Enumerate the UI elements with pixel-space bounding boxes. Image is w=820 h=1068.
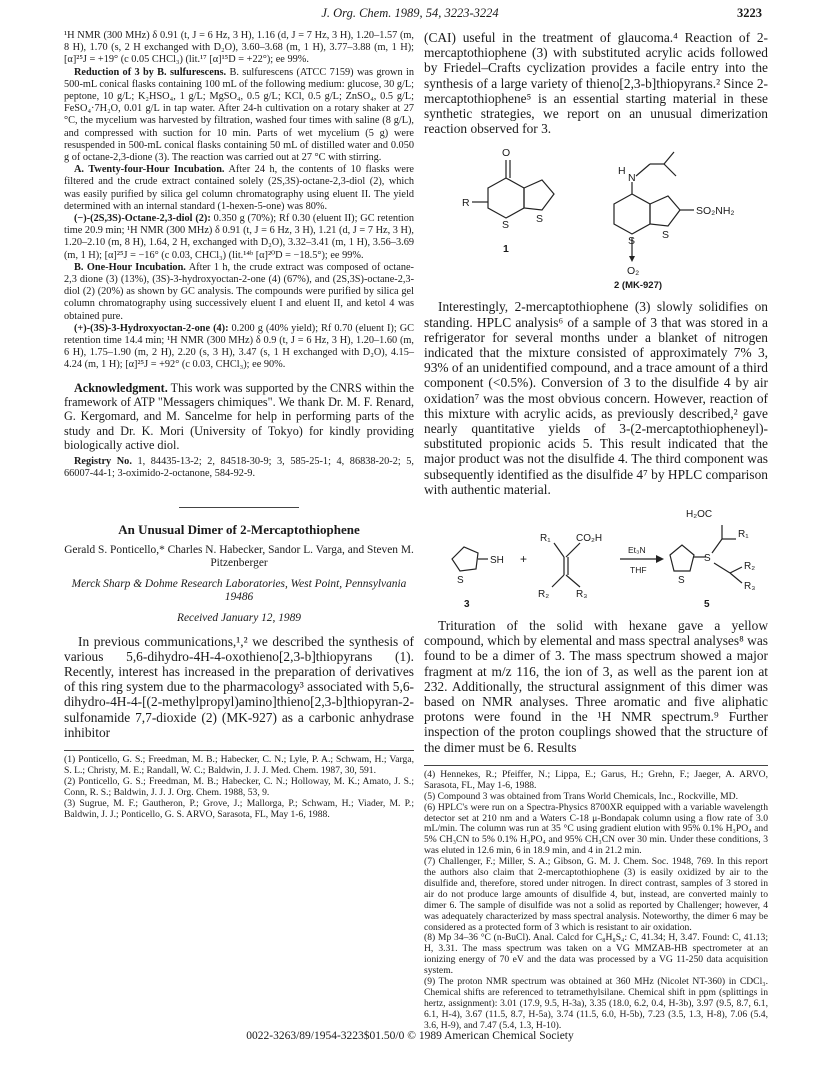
- footnote-6: (6) HPLC's were run on a Spectra-Physics 8700XR equipped with a variable wavelength detector set at 210 nm and a Waters C-18 μ-Bondapak column using a flow rate of 3.0 mL/min. The column was run at 35 °C using gradient elution with 95% 0.1% H₃PO₄ and 5% CH₃CN to 5% 0.1% H₃PO₄ and 95% CH₃CN over 30 min. Under these conditions, 3 was eluted in 12.6 min, 6 in 18.9 min, and 4 in 21.2 min.: [424, 801, 768, 857]
- label-o: O: [502, 147, 511, 160]
- article-title: An Unusual Dimer of 2-Mercaptothiophene: [118, 521, 360, 537]
- footnote-2: (2) Ponticello, G. S.; Freedman, M. B.; Habecker, C. N.; Holloway, M. K.; Amato, J. S.; Conn, R. S.; Baldwin, J. J. J. Org. Chem. 1988, 53, 9.: [64, 775, 414, 798]
- label-s-c: S: [704, 553, 711, 565]
- label-r3b: R₃: [744, 581, 756, 593]
- acknowledgment-text: This work was supported by the CNRS within the framework of ATP "Messagers chimiques". We thank Dr. M. F. Renard, G. Kergomard, and M. Sancelme for help in performing parts of the study and Dr. K. Mori (University of Tokyo) for kindly providing biologically active diol.: [64, 380, 414, 452]
- footnote-8: (8) Mp 34–36 °C (n-BuCl). Anal. Calcd for C₈H₈S₄: C, 41.34; H, 3.47. Found: C, 41.13; H, 3.31. The mass spectrum was taken on a VG MMZAB-HB spectrometer at an ionizing energy of 70 eV and the data was processed by a VG 11-250 data acquisition system.: [424, 932, 768, 977]
- article-affiliation: Merck Sharp & Dohme Research Laboratories, West Point, Pennsylvania 19486: [71, 577, 407, 603]
- label-r1: R₁: [540, 533, 551, 545]
- label-s1: S: [502, 219, 510, 232]
- label-r: R: [462, 197, 470, 210]
- ketol-paragraph: [64, 323, 414, 372]
- running-header: [0, 6, 820, 26]
- diol-text: 0.350 g (70%); Rf 0.30 (eluent II); GC retention time 20.9 min; ¹H NMR (300 MHz) δ 0.91 (t, J = 6 Hz, 3 H), 1.21 (d, J = 7 Hz, 3 H), 1.20–2.10 (m, 8 H), 1.64, 2 H, exchanged with D₂O), 3.32–3.41 (m, 1 H), 3.56–3.69 (m, 1 H); [α]²⁵J = −16° (c 0.03, CHCl₃) (lit.¹⁴ᵇ [α]²⁰D = −18.5°); ee 99%.: [64, 213, 414, 261]
- ketol-heading: (+)-(3S)-3-Hydroxyoctan-2-one (4):: [74, 322, 229, 334]
- article-authors: Gerald S. Ponticello,* Charles N. Habecker, Sandor L. Varga, and Steven M. Pitzenberger: [64, 543, 414, 569]
- page-footer: 0022-3263/89/1954-3223$01.50/0 © 1989 American Chemical Society: [246, 1030, 574, 1042]
- compound-1-label: 1: [503, 243, 509, 256]
- footnote-9: (9) The proton NMR spectrum was obtained at 360 MHz (Nicolet NT-360) in CDCl₃. Chemical shifts are referenced to tetramethylsilane. Chemical shift in ppm (splittings in hertz, assignment): 3.01 (17.9, 9.5, H-3a), 3.35 (18.0, 6.2, 0.4, H-3b), 3.97 (9.5, 8.7, 6.1, 6.1, H-4), 3.67 (11.5, 8.7, H-5a), 3.74 (11.5, 6.0, H-5b), 7.23 (3.5, 1.3, H-8), 7.06 (5.4, 3.6, H-9), and 7.47 (5.4, 1.3, H-10).: [424, 976, 768, 1031]
- incubation-1h-heading: B. One-Hour Incubation.: [74, 261, 186, 273]
- label-o2: O₂: [627, 265, 640, 278]
- compound-3-label: 3: [464, 599, 470, 611]
- label-r2: R₂: [538, 589, 550, 601]
- label-r1b: R₁: [738, 529, 749, 541]
- structure-2-thiophene-ring: [650, 196, 680, 226]
- incubation-24h-heading: A. Twenty-four-Hour Incubation.: [74, 164, 225, 176]
- diol-heading: (−)-(2S,3S)-Octane-2,3-diol (2):: [74, 213, 211, 225]
- incubation-24h-paragraph: [64, 164, 414, 213]
- label-r3: R₃: [576, 589, 588, 601]
- label-r2b: R₂: [744, 561, 756, 573]
- structures-1-2-svg: [424, 136, 768, 294]
- cai-paragraph: (CAI) useful in the treatment of glaucoma.⁴ Reaction of 2-mercaptothiophene (3) with substituted acrylic acids followed by Friedel–Crafts cyclization provides a facile entry into the synthesis of a large variety of thieno[2,3-b]thiopyrans.² Since 2-mercaptothiophene⁵ is an essential starting material in these synthetic strategies, we report on an unusual dimerization reaction observed for 3.: [424, 30, 768, 137]
- label-h: H: [618, 165, 626, 178]
- reaction-scheme-svg: [424, 497, 768, 613]
- received-date: Received January 12, 1989: [177, 611, 301, 624]
- footnote-rule: [64, 750, 414, 751]
- acknowledgment-heading: Acknowledgment.: [74, 380, 168, 395]
- label-et3n: Et₃N: [628, 545, 646, 556]
- sulfone-arrowhead: [629, 256, 635, 262]
- label-s-b: S: [678, 575, 685, 587]
- incubation-24h-text: After 24 h, the contents of 10 flasks were filtered and the crude extract contained solely (2S,3S)-octane-2,3-diol (2), which was easily purified by silica gel column chromatography using eluent II. The yield determined with an internal standard (1-hexen-5-one) was 80%.: [64, 164, 414, 212]
- compound-5-label: 5: [704, 599, 710, 611]
- label-n: N: [628, 172, 636, 185]
- page-number: 3223: [737, 6, 762, 20]
- structure-2-thiopyran-ring: [614, 194, 650, 234]
- reduction-text: B. sulfurescens (ATCC 7159) was grown in 500-mL conical flasks containing 100 mL of the following medium: glucose, 30 g/L; peptone, 10 g/L; K₂HSO₄, 1 g/L; MgSO₄, 0.5 g/L; KCl, 0.5 g/L; ZnSO₄, 0.5 g/L; FeSO₄·7H₂O, 0.01 g/L in tap water. After 24-h cultivation on a rotary shaker at 27 °C, the mycelium was harvested by filtration, washed four times with saline (8 g/L), and compressed with suction for 10 min. Parts of wet mycelium (5 g) were resuspended in 500-mL conical flasks containing 50 mL of distilled water and 0.050 g of octane-2,3-dione (3). The reaction was carried out at 27 °C with stirring.: [64, 66, 414, 164]
- registry-heading: Registry No.: [74, 456, 132, 468]
- footnote-4: (4) Hennekes, R.; Pfeiffer, N.; Lippa, E.; Garus, H.; Grehn, F.; Jaeger, A. ARVO, Sarasota, FL, May 1-6, 1988.: [424, 768, 768, 791]
- label-thf: THF: [630, 565, 647, 576]
- nmr-paragraph: ¹H NMR (300 MHz) δ 0.91 (t, J = 6 Hz, 3 H), 1.16 (d, J = 7 Hz, 3 H), 1.20–1.57 (m, 8 H), 1.70 (s, 2 H exchanged with D₂O), 3.60–3.68 (m, 1 H), 3.77–3.88 (m, 1 H); [α]²⁵J = +19° (c 0.05 CHCl₃) (lit.¹⁷ [α]¹⁵D = +22°); ee 99%.: [64, 30, 414, 66]
- label-sh: SH: [490, 555, 504, 567]
- left-column: [64, 30, 414, 820]
- ketol-text: 0.200 g (40% yield); Rf 0.70 (eluent I); GC retention time 14.4 min; ¹H NMR (300 MHz) δ 0.9 (t, J = 6 Hz, 3 H), 1.20–1.60 (m, 6 H), 1.75–1.90 (m, 2 H), 2.20 (s, 3 H), 3.47 (s, 1 H exchanged with D₂O), 4.15–4.24 (m, 1 H); [α]²⁵J = +92° (c 0.03, CHCl₃); ee 90%.: [64, 322, 415, 371]
- hplc-paragraph: Interestingly, 2-mercaptothiophene (3) slowly solidifies on standing. HPLC analysis⁶ of a sample of 3 that was stored in a refrigerator for several months under a blanket of nitrogen indicated that the mixture consisted of approximately 7% 3, 93% of an unidentified compound, and a trace amount of a third component (<0.5%). Conversion of 3 to the disulfide 4 by air oxidation⁷ was the most obvious concern. However, reaction of this mixture with acrylic acids, as previously described,² gave nearly quantitative yields of 3-(2-mercaptothiopheneyl)-substituted propionic acids 5. This result indicated that the major product was not the disulfide 4. The third component was subsequently identified as the disulfide 4⁷ by HPLC comparison with authentic material.: [424, 299, 768, 497]
- reduction-heading: Reduction of 3 by B. sulfurescens.: [74, 66, 227, 78]
- structures-figure-1-2: [424, 136, 768, 299]
- thiophene-3-ring: [452, 547, 478, 571]
- incubation-1h-paragraph: [64, 262, 414, 323]
- label-h2oc: H₂OC: [686, 509, 713, 521]
- label-s-a: S: [457, 575, 464, 587]
- journal-citation: J. Org. Chem. 1989, 54, 3223-3224: [321, 6, 499, 20]
- label-s3: S: [628, 235, 636, 248]
- footnote-3: (3) Sugrue, M. F.; Gautheron, P.; Grove, J.; Mallorga, P.; Schwam, H.; Viader, M. P.; Baldwin, J. J.; Ponticello, G. S. ARVO, Sarasota, FL, May 1-6, 1988.: [64, 797, 414, 820]
- article-divider: [179, 507, 299, 508]
- structure-1-thiophene-ring: [524, 180, 554, 210]
- incubation-1h-text: After 1 h, the crude extract was composed of octane-2,3 dione (3) (13%), (3S)-3-hydroxyoctan-2-one (4) (67%), and (2S,3S)-octane-2,3-diol (2) (20%) as shown by GC analysis. The compounds were purified by silica gel column chromatography using successively eluent I and eluent II, and ketol 4 was obtained pure.: [64, 261, 414, 322]
- registry-paragraph: [64, 456, 414, 480]
- footnote-5: (5) Compound 3 was obtained from Trans World Chemicals, Inc., Rockville, MD.: [424, 790, 739, 802]
- reaction-scheme: [424, 497, 768, 618]
- label-so2nh2: SO₂NH₂: [696, 205, 735, 218]
- reaction-arrowhead: [656, 555, 664, 563]
- acknowledgment-paragraph: [64, 381, 414, 452]
- diol-paragraph: [64, 213, 414, 262]
- thiophene-5-ring: [670, 545, 694, 571]
- label-co2h: CO₂H: [576, 533, 603, 545]
- registry-text: 1, 84435-13-2; 2, 84518-30-9; 3, 585-25-1; 4, 86838-20-2; 5, 66007-44-1; 3-oximido-2-octanone, 584-92-9.: [64, 456, 415, 480]
- footnote-7: (7) Challenger, F.; Miller, S. A.; Gibson, G. M. J. Chem. Soc. 1948, 769. In this report the authors also claim that 2-mercaptothiophene (3) is easily oxidized by air to the disulfide and, therefore, stored under nitrogen. In direct contrast, samples of 3 stored in air do not produce large amounts of disulfide 4, but, instead, are converted mainly to dimer 6. The sample of disulfide was not a solid as reported by Challenger; however, 4 was adequately characterized by mass spectral analysis. Noteworthy, the dimer 6 may be considered as a protected form of 3 which is resistant to air oxidation.: [424, 856, 768, 933]
- compound-2-label: 2 (MK-927): [614, 280, 663, 292]
- right-column: [424, 30, 768, 1032]
- label-s4: S: [662, 229, 670, 242]
- acrylic-bond: [554, 543, 564, 557]
- reduction-paragraph: [64, 67, 414, 165]
- trituration-paragraph: Trituration of the solid with hexane gave a yellow compound, which by elemental and mass spectral analyses⁸ was found to be a dimer of 3. The mass spectrum showed a major fragment at m/z 116, the ion of 3, as well as the parent ion at 232. Additionally, the structural assignment of this dimer was based on NMR analyses. Three aromatic and five aliphatic protons were found in the ¹H NMR spectrum.⁹ Further inspection of the proton couplings showed that the structure of the dimer must be 6. Results: [424, 618, 768, 755]
- footnote-1: (1) Ponticello, G. S.; Freedman, M. B.; Habecker, C. N.; Lyle, P. A.; Schwam, H.; Varga, S. L.; Christy, M. E.; Randall, W. C.; Baldwin, J. J. J. Med. Chem. 1987, 30, 591.: [64, 754, 414, 776]
- label-s2: S: [536, 213, 544, 226]
- structure-1-pyranone-ring: [488, 178, 524, 218]
- footnote-rule-right: [424, 765, 768, 766]
- label-plus: +: [520, 552, 528, 567]
- intro-paragraph: In previous communications,¹,² we described the synthesis of various 5,6-dihydro-4H-4-oxothieno[2,3-b]thiopyrans (1). Recently, interest has increased in the preparation of derivatives of this ring system due to the pharmacology³ associated with 5,6-dihydro-4H-4-[(2-methylpropyl)amino]thieno[2,3-b]thiopyran-2-sulfonamide 7,7-dioxide (2) (MK-927) as a carbonic anhydrase inhibitor: [64, 633, 414, 740]
